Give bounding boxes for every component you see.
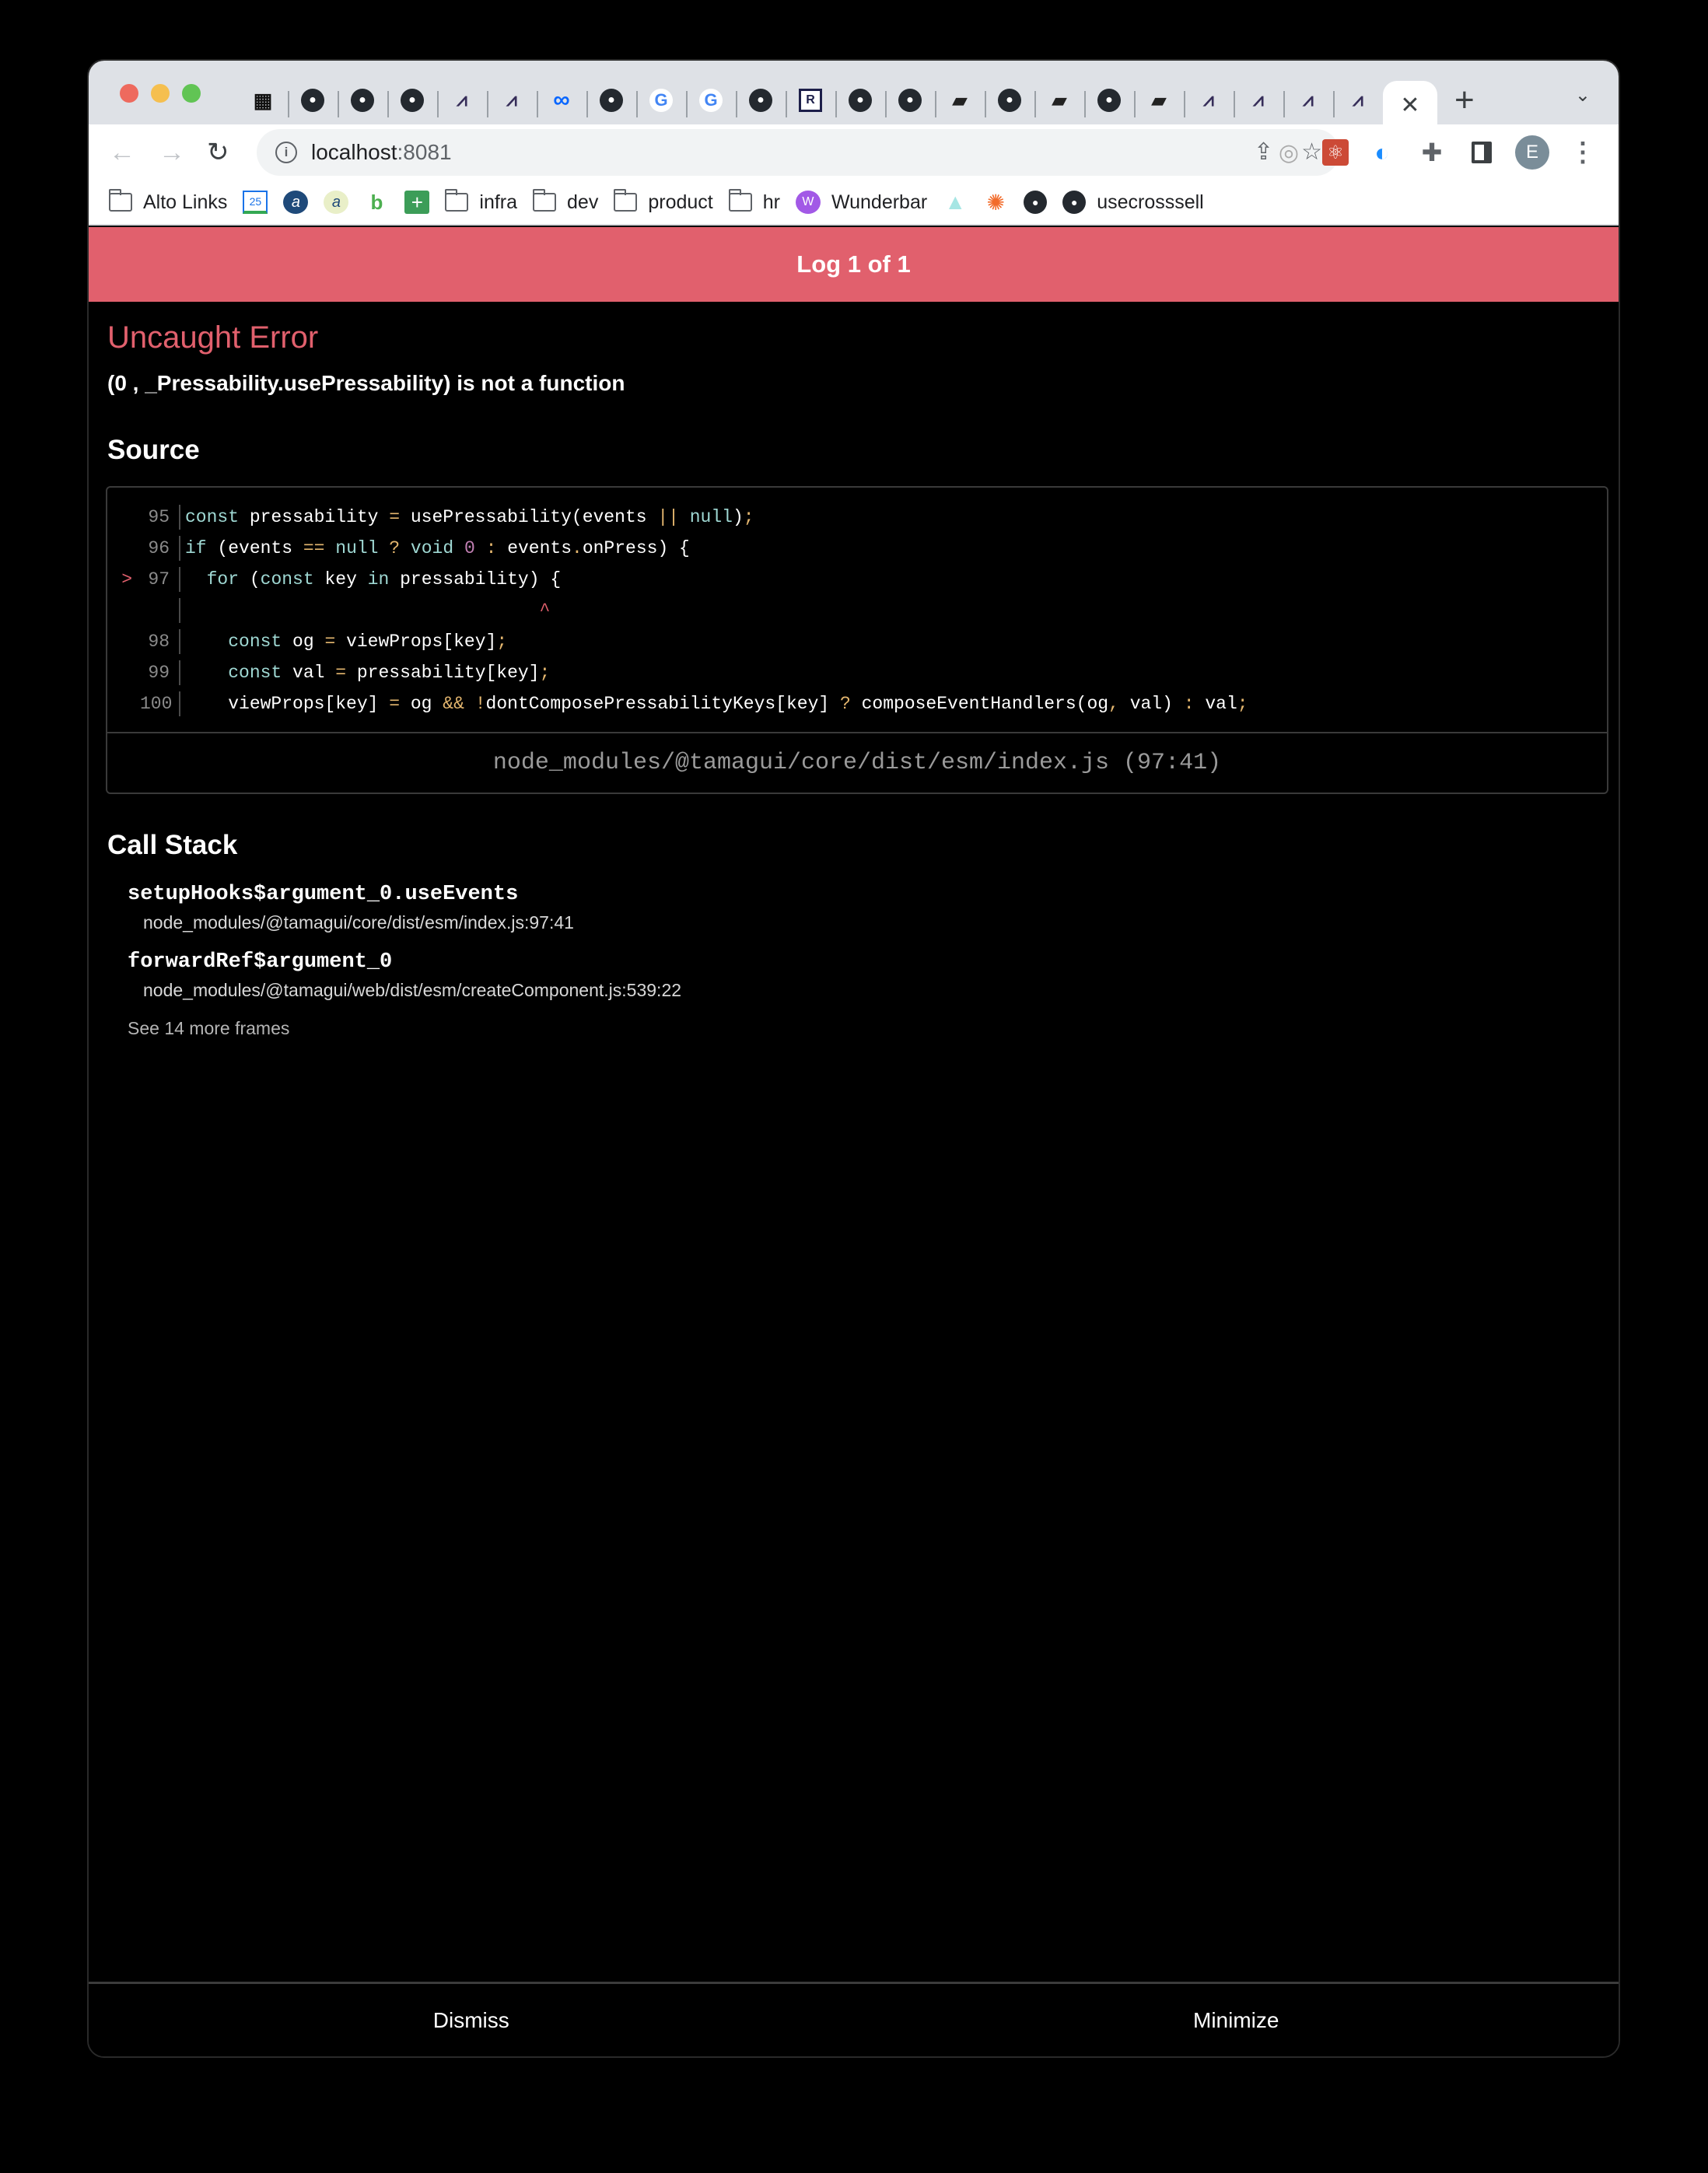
code-text — [185, 538, 690, 558]
fullscreen-window-button[interactable] — [182, 84, 201, 103]
browser-tab[interactable] — [338, 81, 387, 120]
source-location[interactable]: node_modules/@tamagui/core/dist/esm/index.js (97:41) — [107, 732, 1607, 793]
error-title: Uncaught Error — [107, 320, 319, 355]
code-token — [475, 538, 486, 558]
code-token: const — [228, 663, 282, 683]
browser-toolbar — [89, 124, 1619, 180]
side-panel-icon — [1472, 142, 1492, 163]
line-number: 99 — [148, 663, 170, 683]
book-favicon-icon: ▰ — [1052, 89, 1067, 111]
bookmark-item[interactable] — [943, 191, 968, 214]
gutter-divider — [179, 598, 180, 623]
frame-function: setupHooks$argument_0.useEvents — [128, 883, 519, 906]
github-favicon-icon: ● — [401, 89, 424, 112]
sentry-favicon-icon: ⩘ — [1353, 89, 1363, 110]
callstack-frames — [107, 883, 1601, 1039]
tab-strip — [89, 61, 1619, 124]
gutter-divider — [179, 629, 180, 654]
line-number: 100 — [140, 694, 173, 714]
bookmark-label: dev — [567, 191, 599, 213]
bookmark-label: hr — [762, 191, 780, 213]
sentry-favicon-icon: ⩘ — [1253, 89, 1264, 110]
code-token: null — [689, 507, 733, 527]
bookmark-item[interactable] — [1062, 191, 1204, 214]
folder-icon — [109, 193, 132, 212]
bookmark-item[interactable] — [404, 191, 429, 214]
browser-tab[interactable] — [437, 81, 487, 120]
code-token: ) — [732, 507, 744, 527]
browser-tab[interactable] — [935, 81, 985, 120]
code-token: for — [206, 569, 240, 590]
browser-tab[interactable] — [786, 81, 835, 120]
github-favicon-icon: ● — [1097, 89, 1121, 112]
frame-function: forwardRef$argument_0 — [128, 950, 393, 974]
code-token: == — [303, 538, 325, 558]
code-text — [185, 507, 754, 527]
error-line-marker: > — [121, 569, 132, 590]
bookmarks-bar — [89, 180, 1619, 226]
code-token: pressability — [239, 507, 390, 527]
github-bookmark-icon: ● — [1062, 191, 1086, 214]
code-lines — [107, 488, 1607, 732]
code-token: onPress) { — [582, 538, 690, 558]
code-token: pressability) { — [389, 569, 562, 590]
callstack-section-title: Call Stack — [107, 830, 238, 860]
code-token: ( — [239, 569, 261, 590]
github-favicon-icon: ● — [351, 89, 374, 112]
password-manager-extension-icon[interactable]: ◐ — [1374, 138, 1390, 166]
code-token: : — [1183, 694, 1195, 714]
new-tab-button[interactable]: + — [1454, 81, 1475, 119]
sentry-favicon-icon: ⩘ — [1303, 89, 1314, 110]
github-bookmark-icon: ● — [1024, 191, 1047, 214]
browser-tab[interactable] — [885, 81, 935, 120]
code-token — [453, 538, 464, 558]
code-token: = — [389, 507, 401, 527]
code-token: val — [1194, 694, 1237, 714]
code-token — [464, 694, 475, 714]
code-token: , — [1108, 694, 1119, 714]
folder-icon — [533, 193, 556, 212]
code-token: null — [335, 538, 379, 558]
code-line — [107, 502, 1607, 533]
profile-avatar[interactable]: E — [1515, 135, 1549, 170]
browser-tab[interactable] — [1084, 81, 1134, 120]
code-line — [107, 564, 1607, 595]
frame-location: node_modules/@tamagui/core/dist/esm/index.js:97:41 — [143, 912, 574, 933]
browser-menu-icon[interactable]: ⋮ — [1570, 138, 1596, 167]
grafana-bookmark-icon: ✺ — [986, 190, 1005, 215]
code-token: const — [260, 569, 314, 590]
line-number: 96 — [148, 538, 170, 558]
error-caret: ^ — [539, 600, 551, 621]
code-token: ; — [496, 632, 508, 652]
code-token: : — [485, 538, 497, 558]
source-section-title: Source — [107, 435, 200, 465]
code-token: og — [282, 632, 325, 652]
code-token: = — [389, 694, 401, 714]
code-token: 0 — [464, 538, 475, 558]
tab-list — [238, 76, 1437, 124]
browser-tab[interactable] — [238, 81, 288, 120]
code-token: . — [572, 538, 583, 558]
browser-tab[interactable] — [686, 81, 736, 120]
code-token: ; — [1237, 694, 1248, 714]
code-line — [107, 657, 1607, 688]
address-bar[interactable] — [257, 129, 1339, 176]
bookmark-label: Alto Links — [143, 191, 228, 213]
radar-extension-icon[interactable]: ◎ — [1278, 139, 1300, 166]
minimize-window-button[interactable] — [151, 84, 170, 103]
line-number: 95 — [148, 507, 170, 527]
folder-icon — [445, 193, 468, 212]
gutter-divider — [179, 505, 180, 530]
bookmark-item[interactable] — [983, 191, 1008, 214]
sentry-favicon-icon: ⩘ — [506, 89, 517, 110]
browser-tab[interactable] — [985, 81, 1034, 120]
stack-frame[interactable] — [128, 950, 1601, 1001]
code-line — [107, 626, 1607, 657]
browser-tab[interactable] — [586, 81, 636, 120]
github-favicon-icon: ● — [898, 89, 922, 112]
logbox-content — [89, 320, 1619, 1039]
alto-bookmark-icon: a — [283, 191, 308, 214]
gutter-divider — [179, 567, 180, 592]
code-token: val — [282, 663, 336, 683]
gutter-divider — [179, 536, 180, 561]
log-header: Log 1 of 1 — [89, 227, 1619, 302]
code-token: ; — [743, 507, 754, 527]
site-info-icon[interactable]: i — [275, 142, 297, 163]
browser-tab[interactable] — [487, 81, 537, 120]
code-token: (events — [206, 538, 303, 558]
bookmark-item[interactable] — [1024, 191, 1047, 214]
github-favicon-icon: ● — [301, 89, 324, 112]
browser-tab[interactable] — [288, 81, 338, 120]
google-favicon-icon: G — [649, 89, 673, 112]
code-token: pressability[key] — [346, 663, 540, 683]
bookmark-folder[interactable] — [614, 191, 712, 214]
browser-tab[interactable] — [1234, 81, 1283, 120]
code-line — [107, 595, 1607, 626]
close-tab-icon[interactable]: ✕ — [1400, 92, 1420, 118]
code-token: ? — [389, 538, 401, 558]
browser-tab[interactable] — [835, 81, 885, 120]
green-plus-bookmark-icon: + — [404, 191, 429, 214]
bookmark-label: product — [648, 191, 713, 213]
sentry-favicon-icon: ⩘ — [457, 89, 467, 110]
code-text — [185, 663, 550, 683]
github-favicon-icon: ● — [749, 89, 772, 112]
book-favicon-icon: ▰ — [952, 89, 968, 111]
url-host: localhost — [311, 140, 397, 164]
code-token: ! — [474, 694, 486, 714]
cube-favicon-icon: ▦ — [253, 88, 273, 112]
bookmark-item[interactable] — [364, 191, 389, 214]
bookmark-item[interactable] — [324, 191, 348, 214]
teal-triangle-bookmark-icon: ▲ — [944, 190, 967, 214]
code-token: && — [443, 694, 464, 714]
github-favicon-icon: ● — [998, 89, 1021, 112]
code-token — [324, 538, 335, 558]
line-number: 98 — [148, 632, 170, 652]
code-token — [378, 538, 389, 558]
source-code-frame[interactable] — [106, 486, 1608, 794]
browser-tab[interactable] — [1283, 81, 1333, 120]
code-token — [185, 632, 228, 652]
r-box-favicon-icon: R — [799, 89, 822, 112]
url-port: :8081 — [397, 140, 452, 164]
code-token: val) — [1118, 694, 1184, 714]
bonusly-bookmark-icon: b — [370, 190, 383, 214]
bookmark-item[interactable] — [243, 191, 268, 214]
reload-icon[interactable]: ↻ — [207, 138, 229, 167]
logbox-footer — [89, 1982, 1619, 2056]
bookmark-folder[interactable] — [533, 191, 598, 214]
code-token: if — [185, 538, 207, 558]
folder-icon — [614, 193, 637, 212]
code-token: = — [335, 663, 347, 683]
close-window-button[interactable] — [120, 84, 138, 103]
window-controls — [120, 84, 201, 103]
frame-location: node_modules/@tamagui/web/dist/esm/createComponent.js:539:22 — [143, 980, 682, 1000]
folder-icon — [729, 193, 752, 212]
code-token: dontComposePressabilityKeys[key] — [485, 694, 840, 714]
extensions-puzzle-icon[interactable]: ✚ — [1421, 138, 1443, 166]
code-token: viewProps[key] — [335, 632, 497, 652]
see-more-frames-link[interactable]: See 14 more frames — [128, 1018, 290, 1038]
code-token: usePressability(events — [400, 507, 658, 527]
github-favicon-icon: ● — [849, 89, 872, 112]
bookmark-folder[interactable] — [729, 191, 780, 214]
url-text[interactable] — [311, 140, 452, 165]
browser-tab[interactable] — [1034, 81, 1084, 120]
alto-light-bookmark-icon: a — [324, 191, 348, 214]
gutter-divider — [179, 691, 180, 716]
react-devtools-extension-icon[interactable]: ⚛ — [1322, 139, 1349, 166]
bookmark-label: usecrosssell — [1097, 191, 1204, 213]
bookmark-item[interactable] — [283, 191, 308, 214]
browser-tab[interactable] — [537, 81, 586, 120]
bookmark-item[interactable] — [796, 191, 927, 214]
share-icon[interactable]: ⇪ — [1253, 139, 1274, 165]
code-text — [185, 600, 550, 621]
code-token: viewProps[key] — [185, 694, 390, 714]
bookmark-label: infra — [479, 191, 518, 213]
code-token: og — [400, 694, 443, 714]
dismiss-button[interactable]: Dismiss — [432, 2007, 509, 2032]
code-token — [185, 569, 207, 590]
code-token: events — [496, 538, 572, 558]
tab-search-chevron-icon[interactable]: ⌄ — [1574, 85, 1591, 106]
line-number: 97 — [148, 569, 170, 590]
extensions-row — [1272, 135, 1599, 170]
browser-tab[interactable] — [1184, 81, 1234, 120]
code-token — [185, 600, 539, 621]
stack-frame[interactable] — [128, 883, 1601, 933]
code-token: = — [324, 632, 336, 652]
browser-tab[interactable] — [736, 81, 786, 120]
google-favicon-icon: G — [699, 89, 723, 112]
code-text — [185, 569, 561, 590]
bookmark-folder[interactable] — [109, 191, 227, 214]
code-token: composeEventHandlers(og — [850, 694, 1109, 714]
side-panel-button[interactable] — [1465, 136, 1498, 169]
wunderbar-bookmark-icon: W — [796, 191, 821, 214]
code-token — [679, 507, 690, 527]
gutter-divider — [179, 660, 180, 685]
code-token: ; — [539, 663, 551, 683]
browser-window — [87, 59, 1620, 2058]
code-token: const — [228, 632, 282, 652]
error-message: (0 , _Pressability.usePressability) is not a function — [107, 371, 625, 395]
browser-tab[interactable] — [636, 81, 686, 120]
code-text — [185, 632, 507, 652]
code-text — [185, 694, 1248, 714]
bookmark-label: Wunderbar — [831, 191, 928, 213]
browser-tab[interactable] — [387, 81, 437, 120]
active-tab[interactable] — [1383, 81, 1437, 129]
code-token: ? — [840, 694, 851, 714]
back-arrow-icon[interactable]: ← — [109, 138, 135, 167]
minimize-button[interactable]: Minimize — [1193, 2007, 1279, 2032]
book-favicon-icon: ▰ — [1151, 89, 1167, 111]
code-token — [185, 663, 228, 683]
code-line — [107, 688, 1607, 719]
browser-tab[interactable] — [1134, 81, 1184, 120]
sentry-favicon-icon: ⩘ — [1203, 89, 1214, 110]
browser-tab[interactable] — [1333, 81, 1383, 120]
code-token — [400, 538, 411, 558]
github-favicon-icon: ● — [600, 89, 623, 112]
code-token: in — [367, 569, 390, 590]
code-token: void — [410, 538, 454, 558]
calendar-bookmark-icon: 25 — [243, 191, 268, 214]
code-token: || — [657, 507, 679, 527]
bookmark-star-icon[interactable]: ☆ — [1301, 139, 1322, 165]
logbox-page — [89, 227, 1619, 2056]
forward-arrow-icon[interactable]: → — [159, 138, 185, 167]
meta-favicon-icon: ∞ — [553, 87, 570, 113]
code-token: key — [313, 569, 368, 590]
code-token: const — [185, 507, 240, 527]
bookmark-folder[interactable] — [445, 191, 517, 214]
code-line — [107, 533, 1607, 564]
